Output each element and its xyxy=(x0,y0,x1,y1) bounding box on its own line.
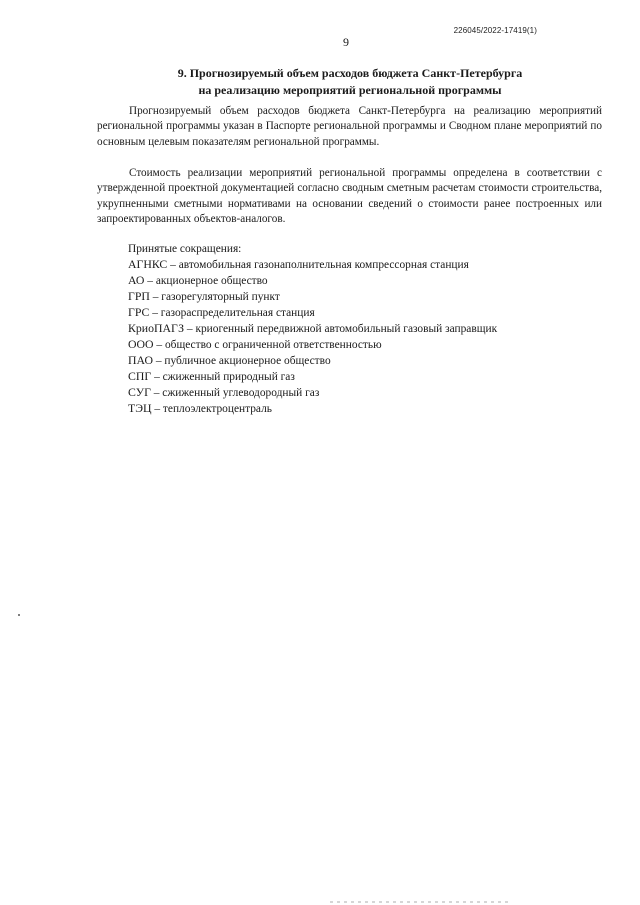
abbreviation-definition: – газораспределительная станция xyxy=(149,307,315,319)
abbreviation-item xyxy=(128,289,598,305)
abbreviation-definition: – газорегуляторный пункт xyxy=(149,291,280,303)
abbreviation-item xyxy=(128,385,598,401)
abbreviation-definition: – сжиженный природный газ xyxy=(151,371,295,383)
page-number: 9 xyxy=(343,35,349,49)
abbreviation-definition: – сжиженный углеводородный газ xyxy=(150,387,320,399)
section-heading-line-1: 9. Прогнозируемый объем расходов бюджета Санкт-Петербурга xyxy=(177,66,523,80)
abbreviation-item xyxy=(128,305,598,321)
scan-artifact-footer xyxy=(330,901,510,903)
abbreviation-code: СУГ xyxy=(128,385,151,399)
abbreviation-definition: – акционерное общество xyxy=(144,275,268,287)
section-heading-line-2: на реализацию мероприятий региональной программы xyxy=(198,83,502,97)
abbreviation-item xyxy=(128,273,598,289)
section-heading xyxy=(160,65,540,99)
abbreviation-code: СПГ xyxy=(128,369,152,383)
abbreviation-code: ТЭЦ xyxy=(128,401,152,415)
abbreviation-code: ГРС xyxy=(128,305,150,319)
abbreviation-definition: – автомобильная газонаполнительная компрессорная станция xyxy=(167,259,469,271)
abbreviation-code: АГНКС xyxy=(128,257,168,271)
abbreviation-item xyxy=(128,257,598,273)
abbreviation-code: КриоПАГЗ xyxy=(128,321,185,335)
abbreviation-code: ООО xyxy=(128,337,154,351)
abbreviations-title: Принятые сокращения: xyxy=(128,243,242,255)
abbreviation-item xyxy=(128,369,598,385)
abbreviation-code: ГРП xyxy=(128,289,150,303)
abbreviation-code: ПАО xyxy=(128,353,153,367)
abbreviation-item xyxy=(128,321,598,337)
abbreviations-list xyxy=(128,242,598,417)
paragraph-cost-determination: Стоимость реализации мероприятий региональной программы определена в соответствии с утвержденной проектной документацией согласно сводным сметным расчетам стоимости строительства, укрупненными сметными нормативами на основании сведений о стоимости ранее построенных или запроектированных объектов-аналогов. xyxy=(97,167,602,225)
abbreviation-item xyxy=(128,337,598,353)
abbreviation-definition: – теплоэлектроцентраль xyxy=(151,403,272,415)
abbreviation-definition: – криогенный передвижной автомобильный газовый заправщик xyxy=(184,323,498,335)
document-registration-number: 226045/2022-17419(1) xyxy=(453,26,537,35)
abbreviation-definition: – публичное акционерное общество xyxy=(152,355,331,367)
abbreviation-code: АО xyxy=(128,273,145,287)
abbreviation-item xyxy=(128,401,598,417)
abbreviation-item xyxy=(128,353,598,369)
scan-speck xyxy=(18,614,20,616)
paragraph-budget-forecast: Прогнозируемый объем расходов бюджета Санкт-Петербурга на реализацию мероприятий региональной программы указан в Паспорте региональной программы и Сводном плане мероприятий по основным целевым показателям региональной программы. xyxy=(97,105,602,148)
abbreviation-definition: – общество с ограниченной ответственностью xyxy=(153,339,382,351)
